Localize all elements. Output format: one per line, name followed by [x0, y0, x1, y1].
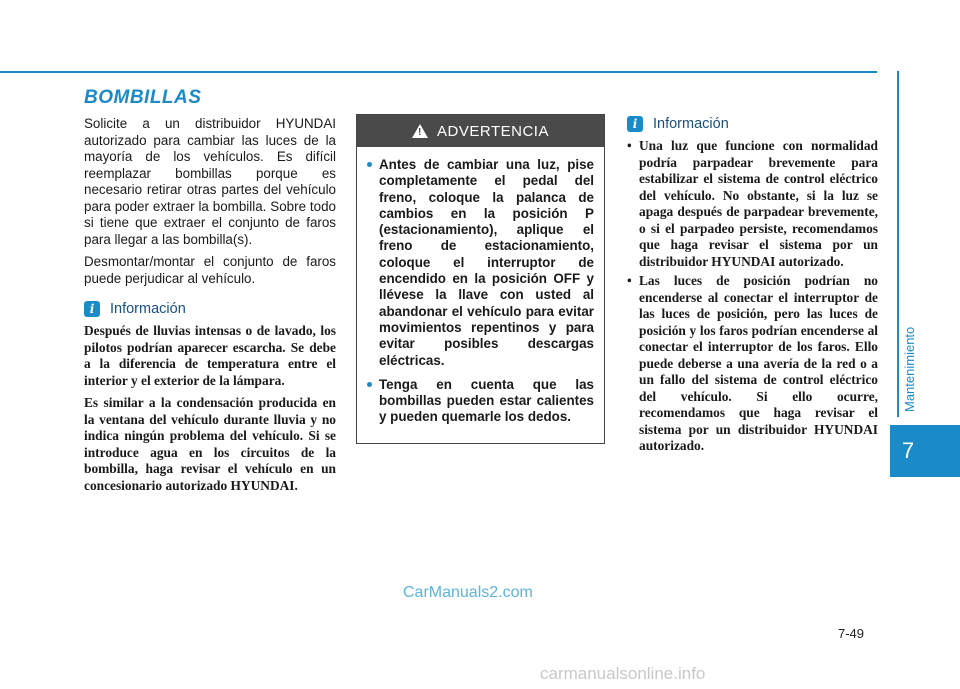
warning-triangle-icon: ! [412, 124, 428, 138]
info-heading [84, 301, 336, 317]
right-column [627, 116, 878, 458]
info-paragraph: Es similar a la condensación producida en la ventana del vehículo durante lluvia y no indica ningún problema del vehículo. Si se introduce agua en los circuitos de la bombilla, haga revisar el vehículo en un concesionario autorizado HYUNDAI. [84, 395, 336, 493]
warning-list [357, 147, 604, 426]
info-title: Información [110, 301, 186, 317]
warning-item: Tenga en cuenta que las bombillas pueden estar calientes y pueden quemarle los dedos. [367, 377, 594, 426]
info-bullet-item: • Una luz que funcione con normalidad podría parpadear brevemente para estabilizar el sistema de control eléctrico del vehículo. No obstante, si la luz se apaga después de parpadear brevemente, o si el parpadeo persiste, recomendamos que haga revisar el sistema por un distribuidor HYUNDAI autorizado. [627, 138, 878, 270]
info-bullet-list [627, 138, 878, 455]
left-column [84, 116, 336, 500]
intro-paragraph: Desmontar/montar el conjunto de faros puede perjudicar al vehículo. [84, 254, 336, 286]
info-bullet-item: • Las luces de posición podrían no encenderse al conectar el interruptor de las luces de posición, pero las luces de posición y los faros podrían encenderse al conectar el interruptor de los faros. Ello puede deberse a una avería de la red o a un fallo del sistema de control eléctrico del vehículo. Si ello ocurre, recomendamos que haga revisar el sistema por un distribuidor HYUNDAI autorizado. [627, 273, 878, 455]
info-icon: i [627, 116, 643, 132]
watermark-link[interactable]: CarManuals2.com [403, 584, 533, 601]
warning-box [356, 114, 605, 444]
side-rule [897, 71, 899, 417]
intro-paragraph: Solicite a un distribuidor HYUNDAI autorizado para cambiar las luces de la mayoría de los vehículos. Es difícil reemplazar bombillas porque es necesario retirar otras partes del vehículo para poder extraer la bombilla. Sobre todo si tiene que extraer el conjunto de faros para llegar a las bombilla(s). [84, 116, 336, 247]
section-title: BOMBILLAS [84, 87, 202, 108]
footer-watermark: carmanualsonline.info [540, 664, 706, 683]
info-paragraph: Después de lluvias intensas o de lavado, los pilotos podrían aparecer escarcha. Se debe a la diferencia de temperatura entre el interior y el exterior de la lámpara. [84, 323, 336, 388]
page-number: 7-49 [838, 626, 865, 641]
info-icon: i [84, 301, 100, 317]
warning-header [357, 115, 604, 147]
chapter-tab [890, 425, 960, 477]
chapter-number: 7 [901, 438, 915, 463]
chapter-side-label: Mantenimiento [902, 326, 917, 412]
info-heading [627, 116, 878, 132]
warning-title: ADVERTENCIA [437, 122, 549, 140]
info-title: Información [653, 116, 729, 132]
top-rule [0, 71, 877, 73]
warning-item: Antes de cambiar una luz, pise completamente el pedal del freno, coloque la palanca de cambios en la posición P (estacionamiento), aplique el freno de estacionamiento, coloque el interruptor de encendido en la posición OFF y llévese la llave con usted al abandonar el vehículo para evitar movimientos repentinos y para evitar posibles descargas eléctricas. [367, 157, 594, 369]
